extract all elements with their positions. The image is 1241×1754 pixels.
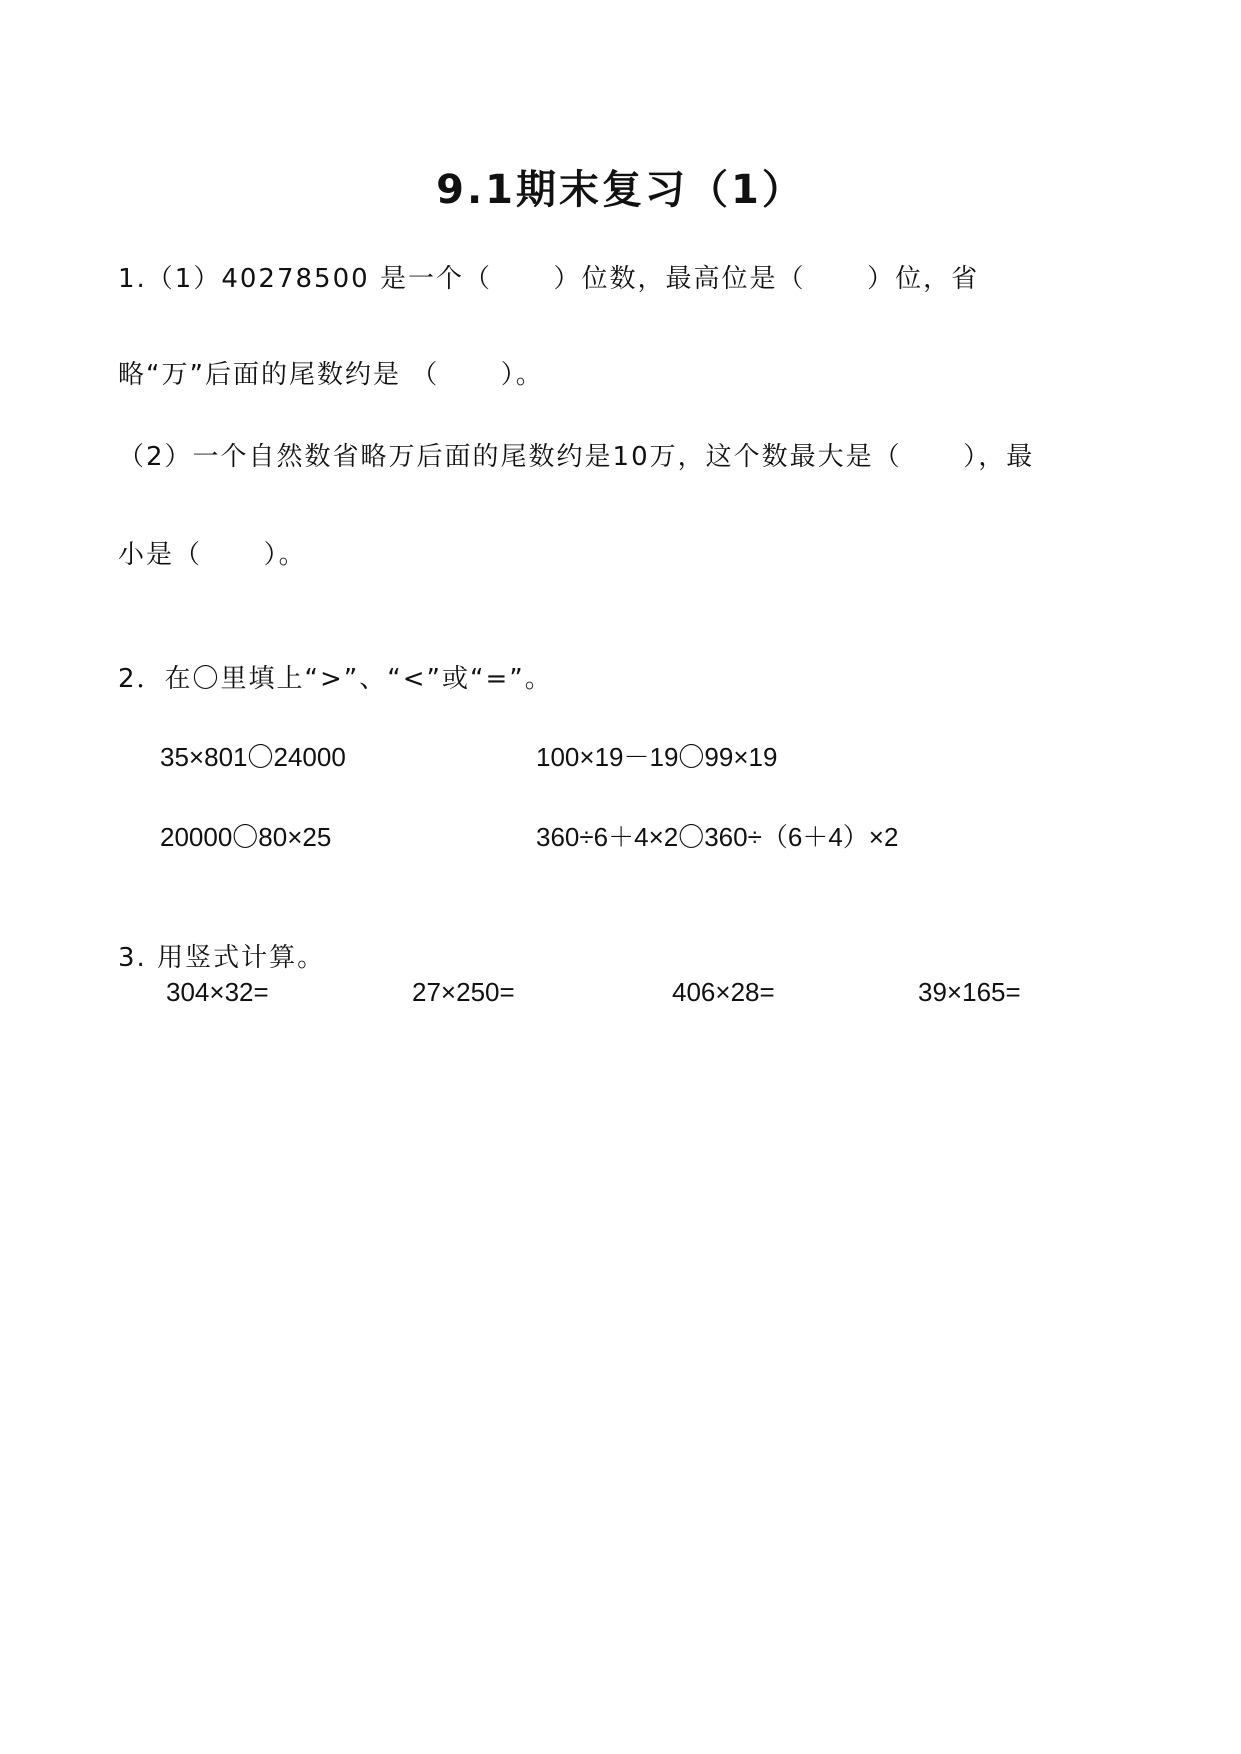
calc-item-2: 27×250= xyxy=(412,977,515,1007)
calc-item-4: 39×165= xyxy=(918,977,1021,1007)
question-1-part-2-line-2: 小是（ ）。 xyxy=(118,540,307,570)
calc-item-3: 406×28= xyxy=(672,977,775,1007)
question-1-part-1-line-1: 1.（1）40278500 是一个（ ）位数，最高位是（ ）位，省 xyxy=(118,264,980,294)
question-1-part-1-line-2: 略“万”后面的尾数约是 （ ）。 xyxy=(118,360,544,390)
calc-item-1: 304×32= xyxy=(166,977,269,1007)
compare-item-4: 360÷6＋4×2〇360÷（6＋4）×2 xyxy=(536,822,899,852)
page-title: 9.1期末复习（1） xyxy=(436,167,805,213)
compare-item-3: 20000〇80×25 xyxy=(160,822,332,852)
question-1-part-2-line-1: （2）一个自然数省略万后面的尾数约是10万，这个数最大是（ ），最 xyxy=(118,442,1035,472)
question-2-heading: 2．在〇里填上“>”、“<”或“=”。 xyxy=(118,664,553,694)
compare-item-2: 100×19－19〇99×19 xyxy=(536,742,778,772)
compare-item-1: 35×801〇24000 xyxy=(160,742,346,772)
question-3-heading: 3. 用竖式计算。 xyxy=(118,943,326,973)
